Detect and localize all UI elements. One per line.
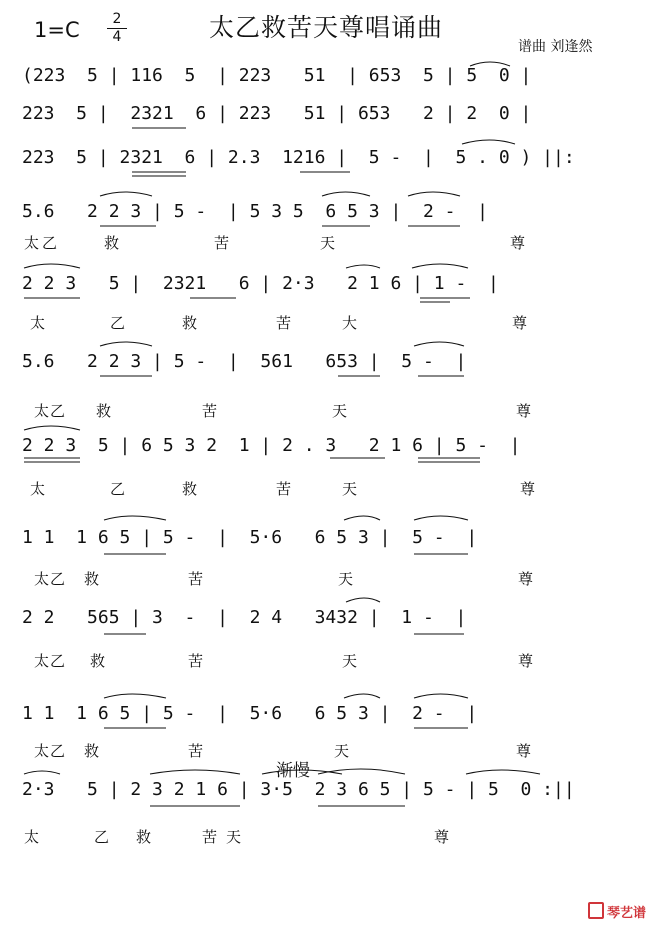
lyric-char: 救 xyxy=(182,314,198,332)
composer-credit: 谱曲 刘逢然 xyxy=(518,39,593,55)
lyric-char: 苦 xyxy=(188,570,204,588)
lyric-char: 乙 xyxy=(50,652,66,670)
lyric-char: 太 xyxy=(34,742,50,760)
lyric-char: 尊 xyxy=(510,234,526,252)
lyric-char: 尊 xyxy=(516,402,532,420)
lyric-char: 太 xyxy=(34,570,50,588)
lyric-char: 救 xyxy=(96,402,112,420)
lyric-char: 太 xyxy=(24,234,40,252)
notation-text: 5.6 2 2 3 | 5 - | 561 653 | 5 - | xyxy=(22,351,467,372)
logo-text: 琴艺谱 xyxy=(607,906,647,921)
lyric-char: 乙 xyxy=(110,480,126,498)
lyric-char: 救 xyxy=(182,480,198,498)
notation-text: 5.6 2 2 3 | 5 - | 5 3 5 6 5 3 | 2 - | xyxy=(22,201,488,222)
notation-text: 1 1 1 6 5 | 5 - | 5·6 6 5 3 | 5 - | xyxy=(22,527,478,548)
lyric-char: 乙 xyxy=(110,314,126,332)
lyric-char: 救 xyxy=(84,570,100,588)
lyric-char: 苦 xyxy=(276,314,292,332)
lyric-char: 苦 xyxy=(202,828,218,846)
lyric-char: 太 xyxy=(34,402,50,420)
lyric-char: 天 xyxy=(320,234,336,252)
lyric-char: 太 xyxy=(24,828,40,846)
lyric-char: 太 xyxy=(30,314,46,332)
notation-text: (223 5 | 116 5 | 223 51 | 653 5 | 5 0 | xyxy=(22,65,532,86)
lyric-char: 尊 xyxy=(434,828,450,846)
lyric-char: 乙 xyxy=(50,742,66,760)
notation-text: 2 2 3 5 | 6 5 3 2 1 | 2 . 3 2 1 6 | 5 - | xyxy=(22,435,521,456)
lyric-char: 尊 xyxy=(518,652,534,670)
lyric-char: 尊 xyxy=(516,742,532,760)
tempo-marking: 渐慢 xyxy=(276,761,310,781)
notation-text: 223 5 | 2321 6 | 223 51 | 653 2 | 2 0 | xyxy=(22,103,532,124)
lyric-char: 天 xyxy=(332,402,348,420)
lyric-char: 乙 xyxy=(94,828,110,846)
lyric-char: 太 xyxy=(34,652,50,670)
score-title: 太乙救苦天尊唱诵曲 xyxy=(208,13,443,42)
notation-text: 1 1 1 6 5 | 5 - | 5·6 6 5 3 | 2 - | xyxy=(22,703,478,724)
lyric-char: 乙 xyxy=(50,402,66,420)
lyric-char: 尊 xyxy=(518,570,534,588)
lyric-char: 救 xyxy=(84,742,100,760)
lyric-char: 尊 xyxy=(520,480,536,498)
lyric-char: 苦 xyxy=(188,652,204,670)
lyric-char: 尊 xyxy=(512,314,528,332)
lyric-char: 苦 xyxy=(188,742,204,760)
meter-bottom: 4 xyxy=(112,29,122,45)
notation-text: 223 5 | 2321 6 | 2.3 1216 | 5 - | 5 . 0 ) ||: xyxy=(22,147,575,168)
notation-text: 2·3 5 | 2 3 2 1 6 | 3·5 2 3 6 5 | 5 - | 5 0 :|| xyxy=(22,779,575,800)
lyric-char: 天 xyxy=(342,480,358,498)
notation-text: 2 2 565 | 3 - | 2 4 3432 | 1 - | xyxy=(22,607,467,628)
lyric-char: 乙 xyxy=(50,570,66,588)
lyric-char: 救 xyxy=(90,652,106,670)
logo-icon xyxy=(588,902,604,919)
lyric-char: 天 xyxy=(342,652,358,670)
key-signature: 1=C xyxy=(34,18,80,42)
lyric-char: 救 xyxy=(104,234,120,252)
notation-text: 2 2 3 5 | 2321 6 | 2·3 2 1 6 | 1 - | xyxy=(22,273,499,294)
meter-top: 2 xyxy=(112,11,122,27)
lyric-char: 苦 xyxy=(202,402,218,420)
lyric-char: 乙 xyxy=(42,234,58,252)
lyric-char: 苦 xyxy=(214,234,230,252)
lyric-char: 大 xyxy=(342,314,358,332)
lyric-char: 太 xyxy=(30,480,46,498)
lyric-char: 天 xyxy=(334,742,350,760)
lyric-char: 天 xyxy=(338,570,354,588)
lyric-char: 救 xyxy=(136,828,152,846)
lyric-char: 苦 xyxy=(276,480,292,498)
site-logo xyxy=(588,902,646,921)
lyric-char: 天 xyxy=(226,828,242,846)
